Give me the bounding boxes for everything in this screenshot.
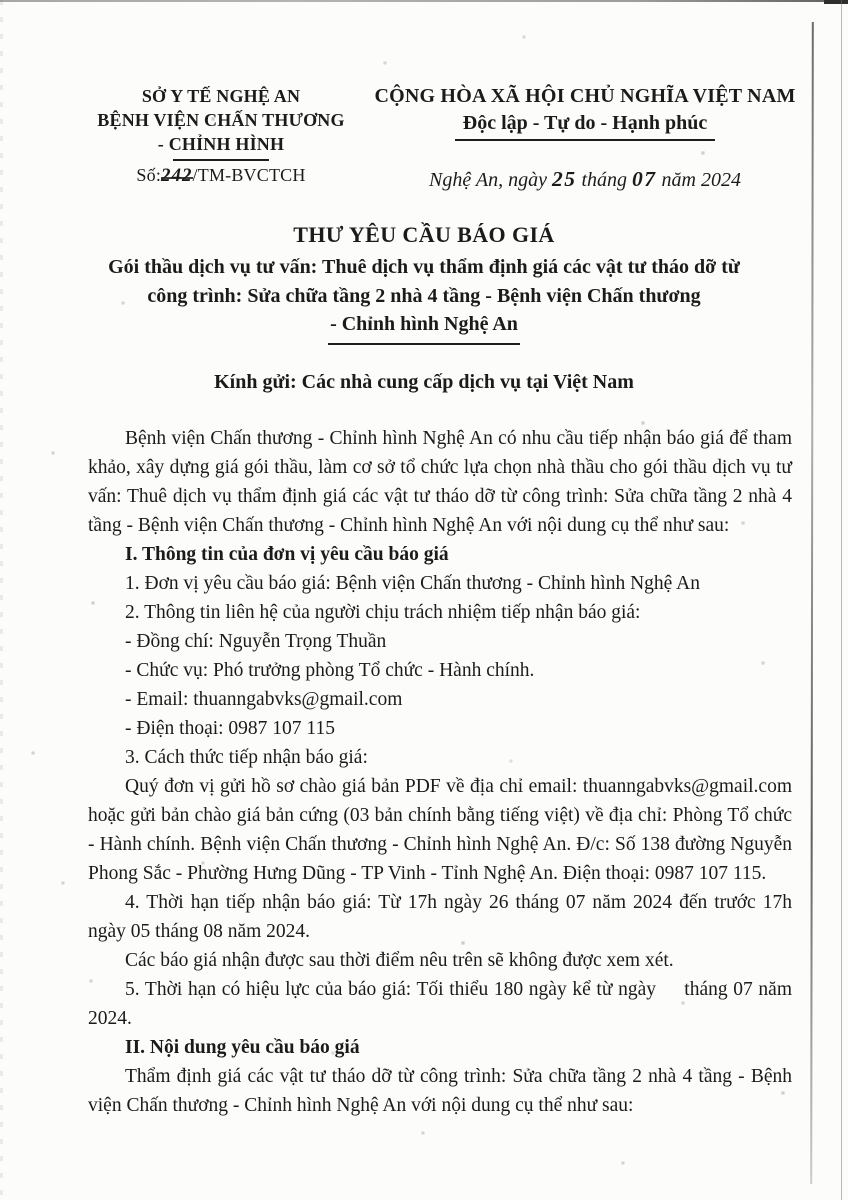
org-parent-name: SỞ Y TẾ NGHỆ AN xyxy=(141,86,301,106)
org-name-underline xyxy=(173,159,269,161)
scan-top-edge-line xyxy=(0,0,848,2)
subtitle-line-3: - Chỉnh hình Nghệ An xyxy=(328,310,520,345)
date-suffix: năm 2024 xyxy=(656,169,741,191)
scan-vertical-crease xyxy=(810,22,814,1184)
item-request-unit: 1. Đơn vị yêu cầu báo giá: Bệnh viện Chấn thương - Chỉnh hình Nghệ An xyxy=(125,572,700,594)
scan-corner-mark xyxy=(824,0,848,4)
issuing-org-block xyxy=(68,84,374,192)
section-2-heading: II. Nội dung yêu cầu báo giá xyxy=(125,1036,360,1058)
item-contact-email: - Email: thuanngabvks@gmail.com xyxy=(125,688,403,710)
document-number-handwritten: 242 xyxy=(161,165,193,186)
letterhead xyxy=(0,0,848,192)
item-contact-name: - Đồng chí: Nguyễn Trọng Thuần xyxy=(125,630,387,652)
intro-paragraph: Bệnh viện Chấn thương - Chỉnh hình Nghệ An có nhu cầu tiếp nhận báo giá để tham khảo, xây dựng giá gói thầu, làm cơ sở tổ chức lựa chọn nhà thầu cho gói thầu dịch vụ tư vấn: Thuê dịch vụ thẩm định giá các vật tư tháo dỡ từ công trình: Sửa chữa tầng 2 nhà 4 tầng - Bệnh viện Chấn thương - Chỉnh hình Nghệ An với nội dung cụ thể như sau: xyxy=(88,427,792,536)
date-prefix: Nghệ An, ngày xyxy=(429,169,552,191)
document-body xyxy=(88,424,792,1120)
document-subtitle xyxy=(0,253,848,345)
document-number xyxy=(68,163,374,188)
handwritten-month: 07 xyxy=(632,167,657,191)
section-2-paragraph: Thẩm định giá các vật tư tháo dỡ từ công trình: Sửa chữa tầng 2 nhà 4 tầng - Bệnh viện Chấn thương - Chỉnh hình Nghệ An với nội dung cụ thể như sau: xyxy=(88,1065,792,1116)
validity-paragraph: 5. Thời hạn có hiệu lực của báo giá: Tối thiểu 180 ngày kể từ ngày tháng 07 năm 2024. xyxy=(88,978,792,1029)
place-and-date-line xyxy=(374,167,796,192)
scan-page-edge-shadow xyxy=(841,0,842,1200)
section-1-heading: I. Thông tin của đơn vị yêu cầu báo giá xyxy=(125,543,449,565)
scan-noise-speckles xyxy=(0,0,2,2)
item-contact-header: 2. Thông tin liên hệ của người chịu trách nhiệm tiếp nhận báo giá: xyxy=(125,601,641,623)
org-name-line2: - CHỈNH HÌNH xyxy=(157,134,285,154)
salutation-line: Kính gửi: Các nhà cung cấp dịch vụ tại Việt Nam xyxy=(214,370,634,393)
item-contact-title: - Chức vụ: Phó trưởng phòng Tổ chức - Hành chính. xyxy=(125,659,535,681)
item-method-header: 3. Cách thức tiếp nhận báo giá: xyxy=(125,746,368,768)
item-contact-phone: - Điện thoại: 0987 107 115 xyxy=(125,717,335,739)
date-mid: tháng xyxy=(576,169,633,191)
document-number-suffix: /TM-BVCTCH xyxy=(192,165,306,185)
deadline-paragraph: 4. Thời hạn tiếp nhận báo giá: Từ 17h ngày 26 tháng 07 năm 2024 đến trước 17h ngày 05 tháng 08 năm 2024. xyxy=(88,891,792,942)
national-header-block xyxy=(374,84,796,192)
document-number-prefix: Số: xyxy=(136,165,162,185)
scan-left-edge-marks xyxy=(0,0,3,1200)
national-title: CỘNG HÒA XÃ HỘI CHỦ NGHĨA VIỆT NAM xyxy=(374,85,796,107)
national-motto: Độc lập - Tự do - Hạnh phúc xyxy=(455,112,715,141)
subtitle-line-2: công trình: Sửa chữa tầng 2 nhà 4 tầng - Bệnh viện Chấn thương xyxy=(147,284,701,307)
handwritten-day: 25 xyxy=(551,167,577,191)
delivery-paragraph: Quý đơn vị gửi hồ sơ chào giá bản PDF về địa chỉ email: thuanngabvks@gmail.com hoặc gửi bản chào giá bản cứng (03 bản chính bằng tiếng việt) về địa chỉ: Phòng Tổ chức - Hành chính. Bệnh viện Chấn thương - Chỉnh hình Nghệ An. Đ/c: Số 138 đường Nguyễn Phong Sắc - Phường Hưng Dũng - TP Vinh - Tỉnh Nghệ An. Điện thoại: 0987 107 115. xyxy=(88,775,792,884)
late-note: Các báo giá nhận được sau thời điểm nêu trên sẽ không được xem xét. xyxy=(125,949,674,971)
subtitle-line-1: Gói thầu dịch vụ tư vấn: Thuê dịch vụ thẩm định giá các vật tư tháo dỡ từ xyxy=(108,256,740,278)
org-name-line1: BỆNH VIỆN CHẤN THƯƠNG xyxy=(97,110,345,130)
document-title: THƯ YÊU CẦU BÁO GIÁ xyxy=(293,222,555,247)
